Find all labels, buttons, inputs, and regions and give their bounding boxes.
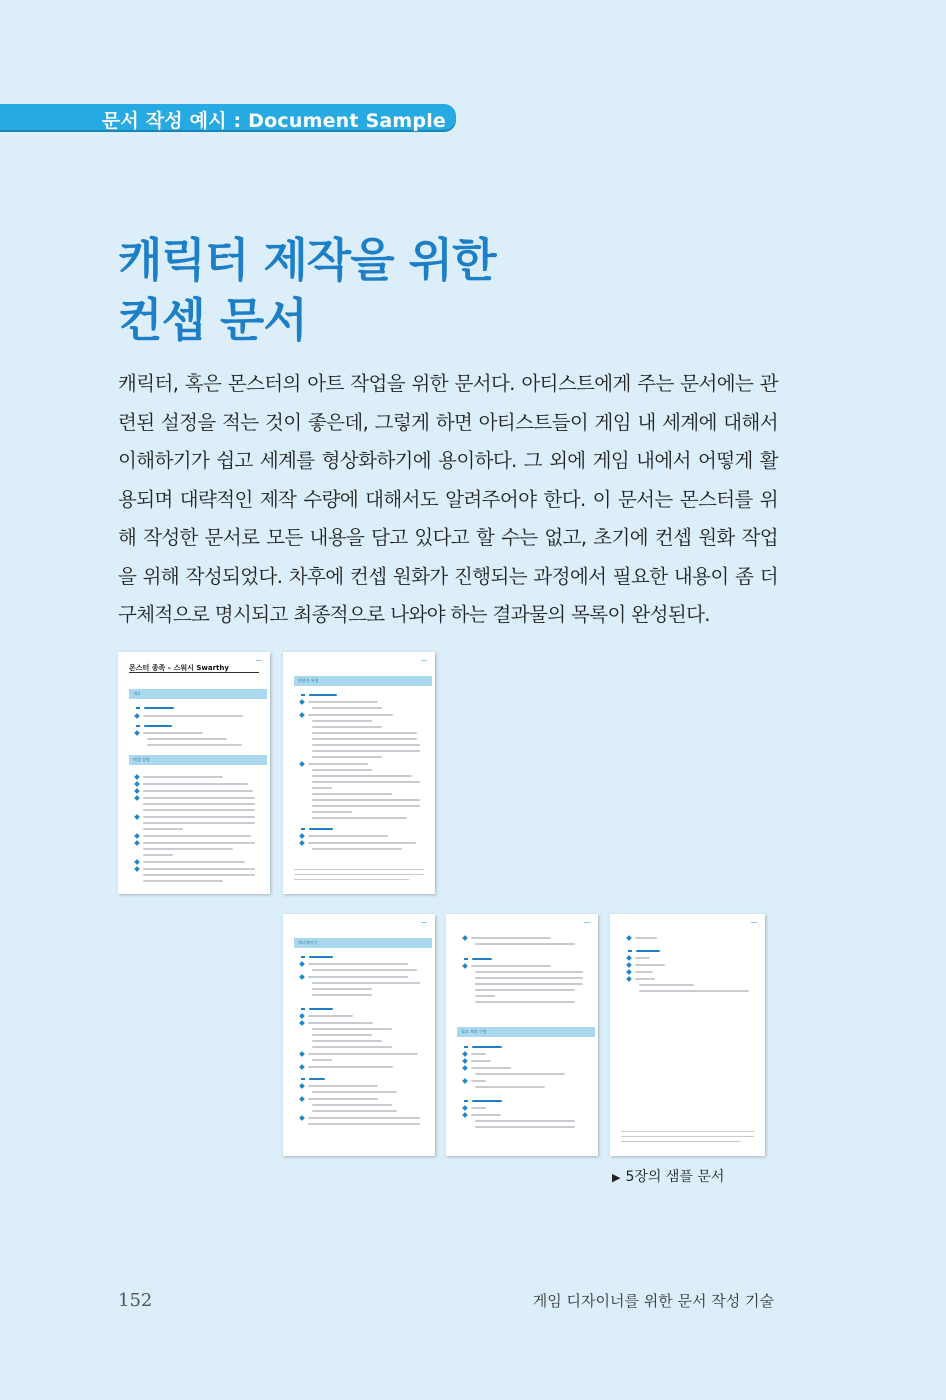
page-marker	[256, 660, 262, 664]
sample-page-1	[118, 652, 270, 894]
sample-page-3	[283, 914, 435, 1156]
page-number: 152	[118, 1290, 153, 1311]
figure-caption	[612, 1166, 724, 1186]
sample-page-1-tag-overview: 개요	[129, 689, 267, 699]
page-title-line2: 컨셉 문서	[118, 293, 307, 347]
page-title	[118, 230, 496, 350]
sample-page-4-tag-quantity: 필요 제작 수량	[457, 1027, 595, 1037]
sample-page-5	[610, 914, 765, 1156]
caption-arrow-icon: ▶	[612, 1171, 621, 1184]
body-paragraph: 캐릭터, 혹은 몬스터의 아트 작업을 위한 문서다. 아티스트에게 주는 문서에는 관련된 설정을 적는 것이 좋은데, 그렇게 하면 아티스트들이 게임 내 세계에 대해서 이해하기가 쉽고 세계를 형상화하기에 용이하다. 그 외에 게임 내에서 어떻게 활용되며 대략적인 제작 수량에 대해서도 알려주어야 한다. 이 문서는 몬스터를 위해 작성한 문서로 모든 내용을 담고 있다고 할 수는 없고, 초기에 컨셉 원화 작업을 위해 작성되었다. 차후에 컨셉 원화가 진행되는 과정에서 필요한 내용이 좀 더 구체적으로 명시되고 최종적으로 나와야 하는 결과물의 목록이 완성된다.	[118, 372, 778, 626]
sample-page-1-tag-background: 배경 설정	[129, 755, 267, 765]
page-marker	[751, 922, 757, 926]
page-marker	[584, 922, 590, 926]
sample-page-2	[283, 652, 435, 894]
sample-page-4	[446, 914, 598, 1156]
caption-text: 5장의 샘플 문서	[625, 1169, 725, 1185]
section-banner-label: 문서 작성 예시 : Document Sample	[101, 110, 446, 132]
running-footer-title: 게임 디자이너를 위한 문서 작성 기술	[532, 1292, 774, 1310]
sample-page-3-tag-animation: 애니메이션	[294, 938, 432, 948]
page-marker	[421, 922, 427, 926]
section-banner	[0, 104, 456, 130]
page-title-line1: 캐릭터 제작을 위한	[118, 233, 496, 287]
sample-page-1-header: 몬스터 종족 – 스워시 Swarthy	[129, 664, 229, 672]
sample-page-2-tag-appearance: 외형적 특징	[294, 676, 432, 686]
page-marker	[421, 660, 427, 664]
